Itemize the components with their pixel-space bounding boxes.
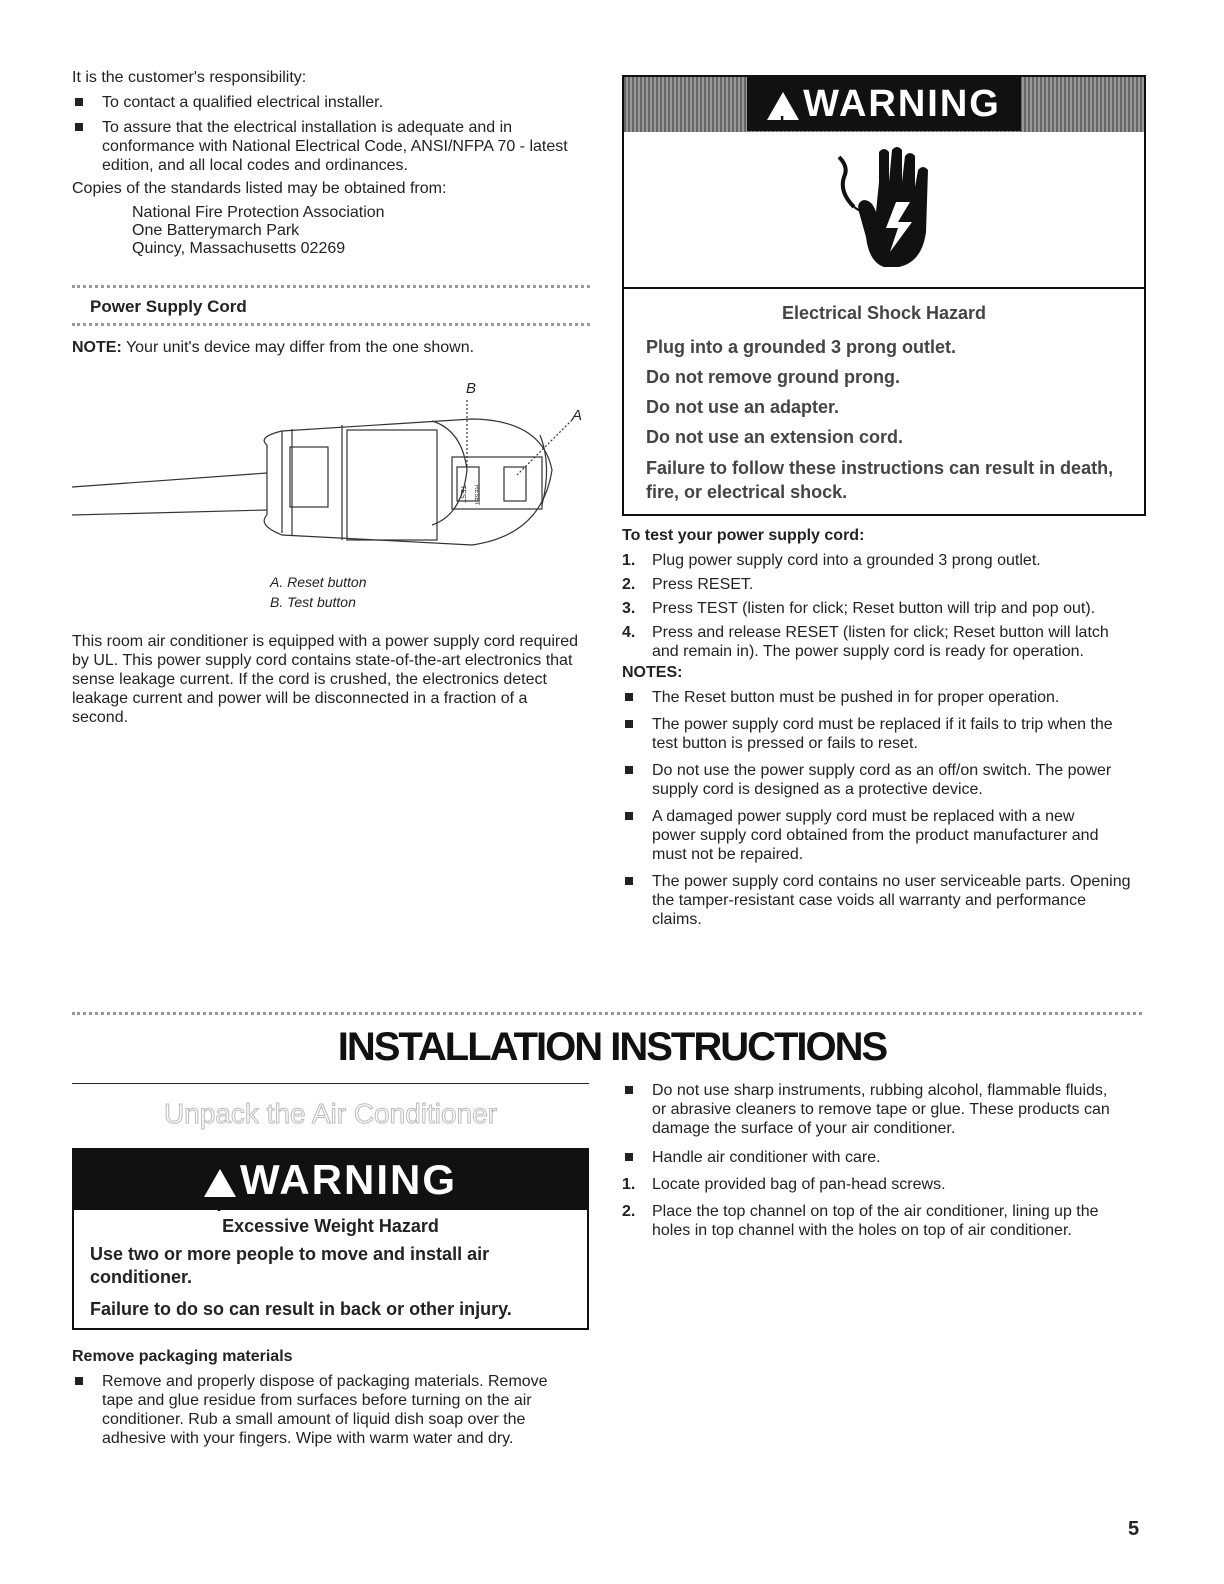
- note-text: [72, 338, 592, 357]
- warning-title: WARNING: [240, 1156, 457, 1203]
- warning-line: Do not use an adapter.: [646, 397, 840, 417]
- responsibility-section: [72, 68, 592, 258]
- bullet-item: To assure that the electrical installation is adequate and in conformance with National Electrical Code, ANSI/NFPA 70 - latest edition, and all local codes and ordinances.: [72, 118, 572, 175]
- cord-paragraph: This room air conditioner is equipped with a power supply cord required by UL. This power supply cord contains state-of-the-art electronics that sense leakage current. If the cord is crushed, the electronics detect leakage current and power will be disconnected in a fraction of a second.: [72, 633, 579, 726]
- electrical-warning-box: [622, 75, 1146, 516]
- note-item: Do not use the power supply cord as an off/on switch. The power supply cord is designed as a protective device.: [622, 761, 1122, 799]
- remove-heading: Remove packaging materials: [72, 1348, 293, 1365]
- caption-a: A. Reset button: [270, 574, 367, 590]
- warning-banner: [624, 77, 1144, 132]
- section-title-power-cord: Power Supply Cord: [90, 297, 247, 316]
- fig-label-a: A: [572, 407, 583, 424]
- warning-triangle-icon: !: [204, 1169, 236, 1197]
- address-block: [72, 204, 592, 258]
- note-item: A damaged power supply cord must be replaced with a new power supply cord obtained from the product manufacturer and must not be repaired.: [622, 807, 1122, 864]
- warning-triangle-icon: !: [767, 92, 799, 120]
- warning-title: WARNING: [803, 83, 1001, 125]
- note-item: The Reset button must be pushed in for proper operation.: [622, 688, 1142, 707]
- warning-line: Use two or more people to move and install air conditioner.: [90, 1244, 490, 1287]
- divider: [72, 285, 590, 288]
- hazard-title: Electrical Shock Hazard: [781, 303, 987, 323]
- install-bullet: Handle air conditioner with care.: [622, 1148, 1142, 1167]
- cord-line: [72, 510, 267, 515]
- figure-captions: [270, 572, 367, 612]
- hazard-title: Excessive Weight Hazard: [222, 1216, 439, 1236]
- notes-heading: NOTES:: [622, 664, 683, 681]
- page-number: 5: [1128, 1518, 1140, 1540]
- test-step: 1. Plug power supply cord into a grounded 3 prong outlet.: [622, 552, 1041, 569]
- test-step: 3. Press TEST (listen for click; Reset button will trip and pop out).: [622, 600, 1096, 617]
- reset-button: [504, 467, 526, 501]
- installation-title: INSTALLATION INSTRUCTIONS: [337, 1025, 887, 1069]
- remove-bullet: Remove and properly dispose of packaging materials. Remove tape and glue residue from surfaces before turning on the air conditioner. Rub a small amount of liquid dish soap over the adhesive with your fingers. Wipe with warm water and dry.: [72, 1372, 572, 1448]
- test-heading: To test your power supply cord:: [622, 527, 865, 544]
- warning-line: Plug into a grounded 3 prong outlet.: [646, 337, 956, 357]
- test-cord-section: [622, 527, 1142, 929]
- note-label: NOTE:: [72, 339, 122, 356]
- fig-reset-text: RESET: [473, 485, 479, 506]
- warning-banner: [74, 1150, 587, 1215]
- unpack-subtitle: Unpack the Air Conditioner: [163, 1098, 498, 1129]
- address-line: One Batterymarch Park: [132, 222, 300, 239]
- warning-text-area: [624, 287, 1144, 504]
- warning-line: Do not remove ground prong.: [646, 367, 900, 387]
- install-step: 1. Locate provided bag of pan-head screws.: [622, 1176, 946, 1193]
- plug-window: [290, 447, 328, 507]
- caption-b: B. Test button: [270, 594, 356, 610]
- bullet-item: To contact a qualified electrical installer.: [72, 93, 592, 112]
- warning-line: Failure to do so can result in back or other injury.: [90, 1299, 512, 1319]
- note-item: The power supply cord must be replaced if it fails to trip when the test button is pressed or fails to reset.: [622, 715, 1142, 753]
- fig-label-b: B: [466, 380, 477, 397]
- warning-line: Do not use an extension cord.: [646, 427, 904, 447]
- power-cord-diagram: [72, 375, 592, 570]
- plug-face: [347, 430, 437, 540]
- remove-packaging-section: [72, 1348, 589, 1448]
- copies-text: Copies of the standards listed may be obtained from:: [72, 180, 447, 197]
- fig-test-text: TEST: [459, 485, 466, 503]
- install-step: 2. Place the top channel on top of the air conditioner, lining up the holes in top channel with the holes on top of air conditioner.: [622, 1203, 1099, 1239]
- address-line: National Fire Protection Association: [132, 204, 385, 221]
- shock-hand-icon: [624, 132, 1144, 287]
- test-step: 4. Press and release RESET (listen for click; Reset button will latch and remain in). The power supply cord is ready for operation.: [622, 624, 1109, 660]
- cord-line: [72, 473, 267, 487]
- subtitle-rule: [72, 1083, 589, 1084]
- plug-body: [264, 419, 552, 545]
- note-item: The power supply cord contains no user serviceable parts. Opening the tamper-resistant case voids all warranty and performance claims.: [622, 872, 1132, 929]
- divider: [72, 323, 590, 326]
- weight-warning-box: [72, 1148, 589, 1330]
- section-divider: [72, 1012, 1142, 1015]
- install-bullet: Do not use sharp instruments, rubbing alcohol, flammable fluids, or abrasive cleaners to remove tape or glue. These products can damage the surface of your air conditioner.: [622, 1081, 1122, 1138]
- note-body: Your unit's device may differ from the one shown.: [121, 339, 475, 356]
- intro-text: It is the customer's responsibility:: [72, 69, 307, 86]
- cord-squiggle: [839, 157, 854, 207]
- install-steps-section: [622, 1081, 1142, 1240]
- warning-line: Failure to follow these instructions can result in death, fire, or electrical shock.: [646, 458, 1114, 502]
- test-step: 2. Press RESET.: [622, 576, 754, 593]
- address-line: Quincy, Massachusetts 02269: [132, 240, 346, 257]
